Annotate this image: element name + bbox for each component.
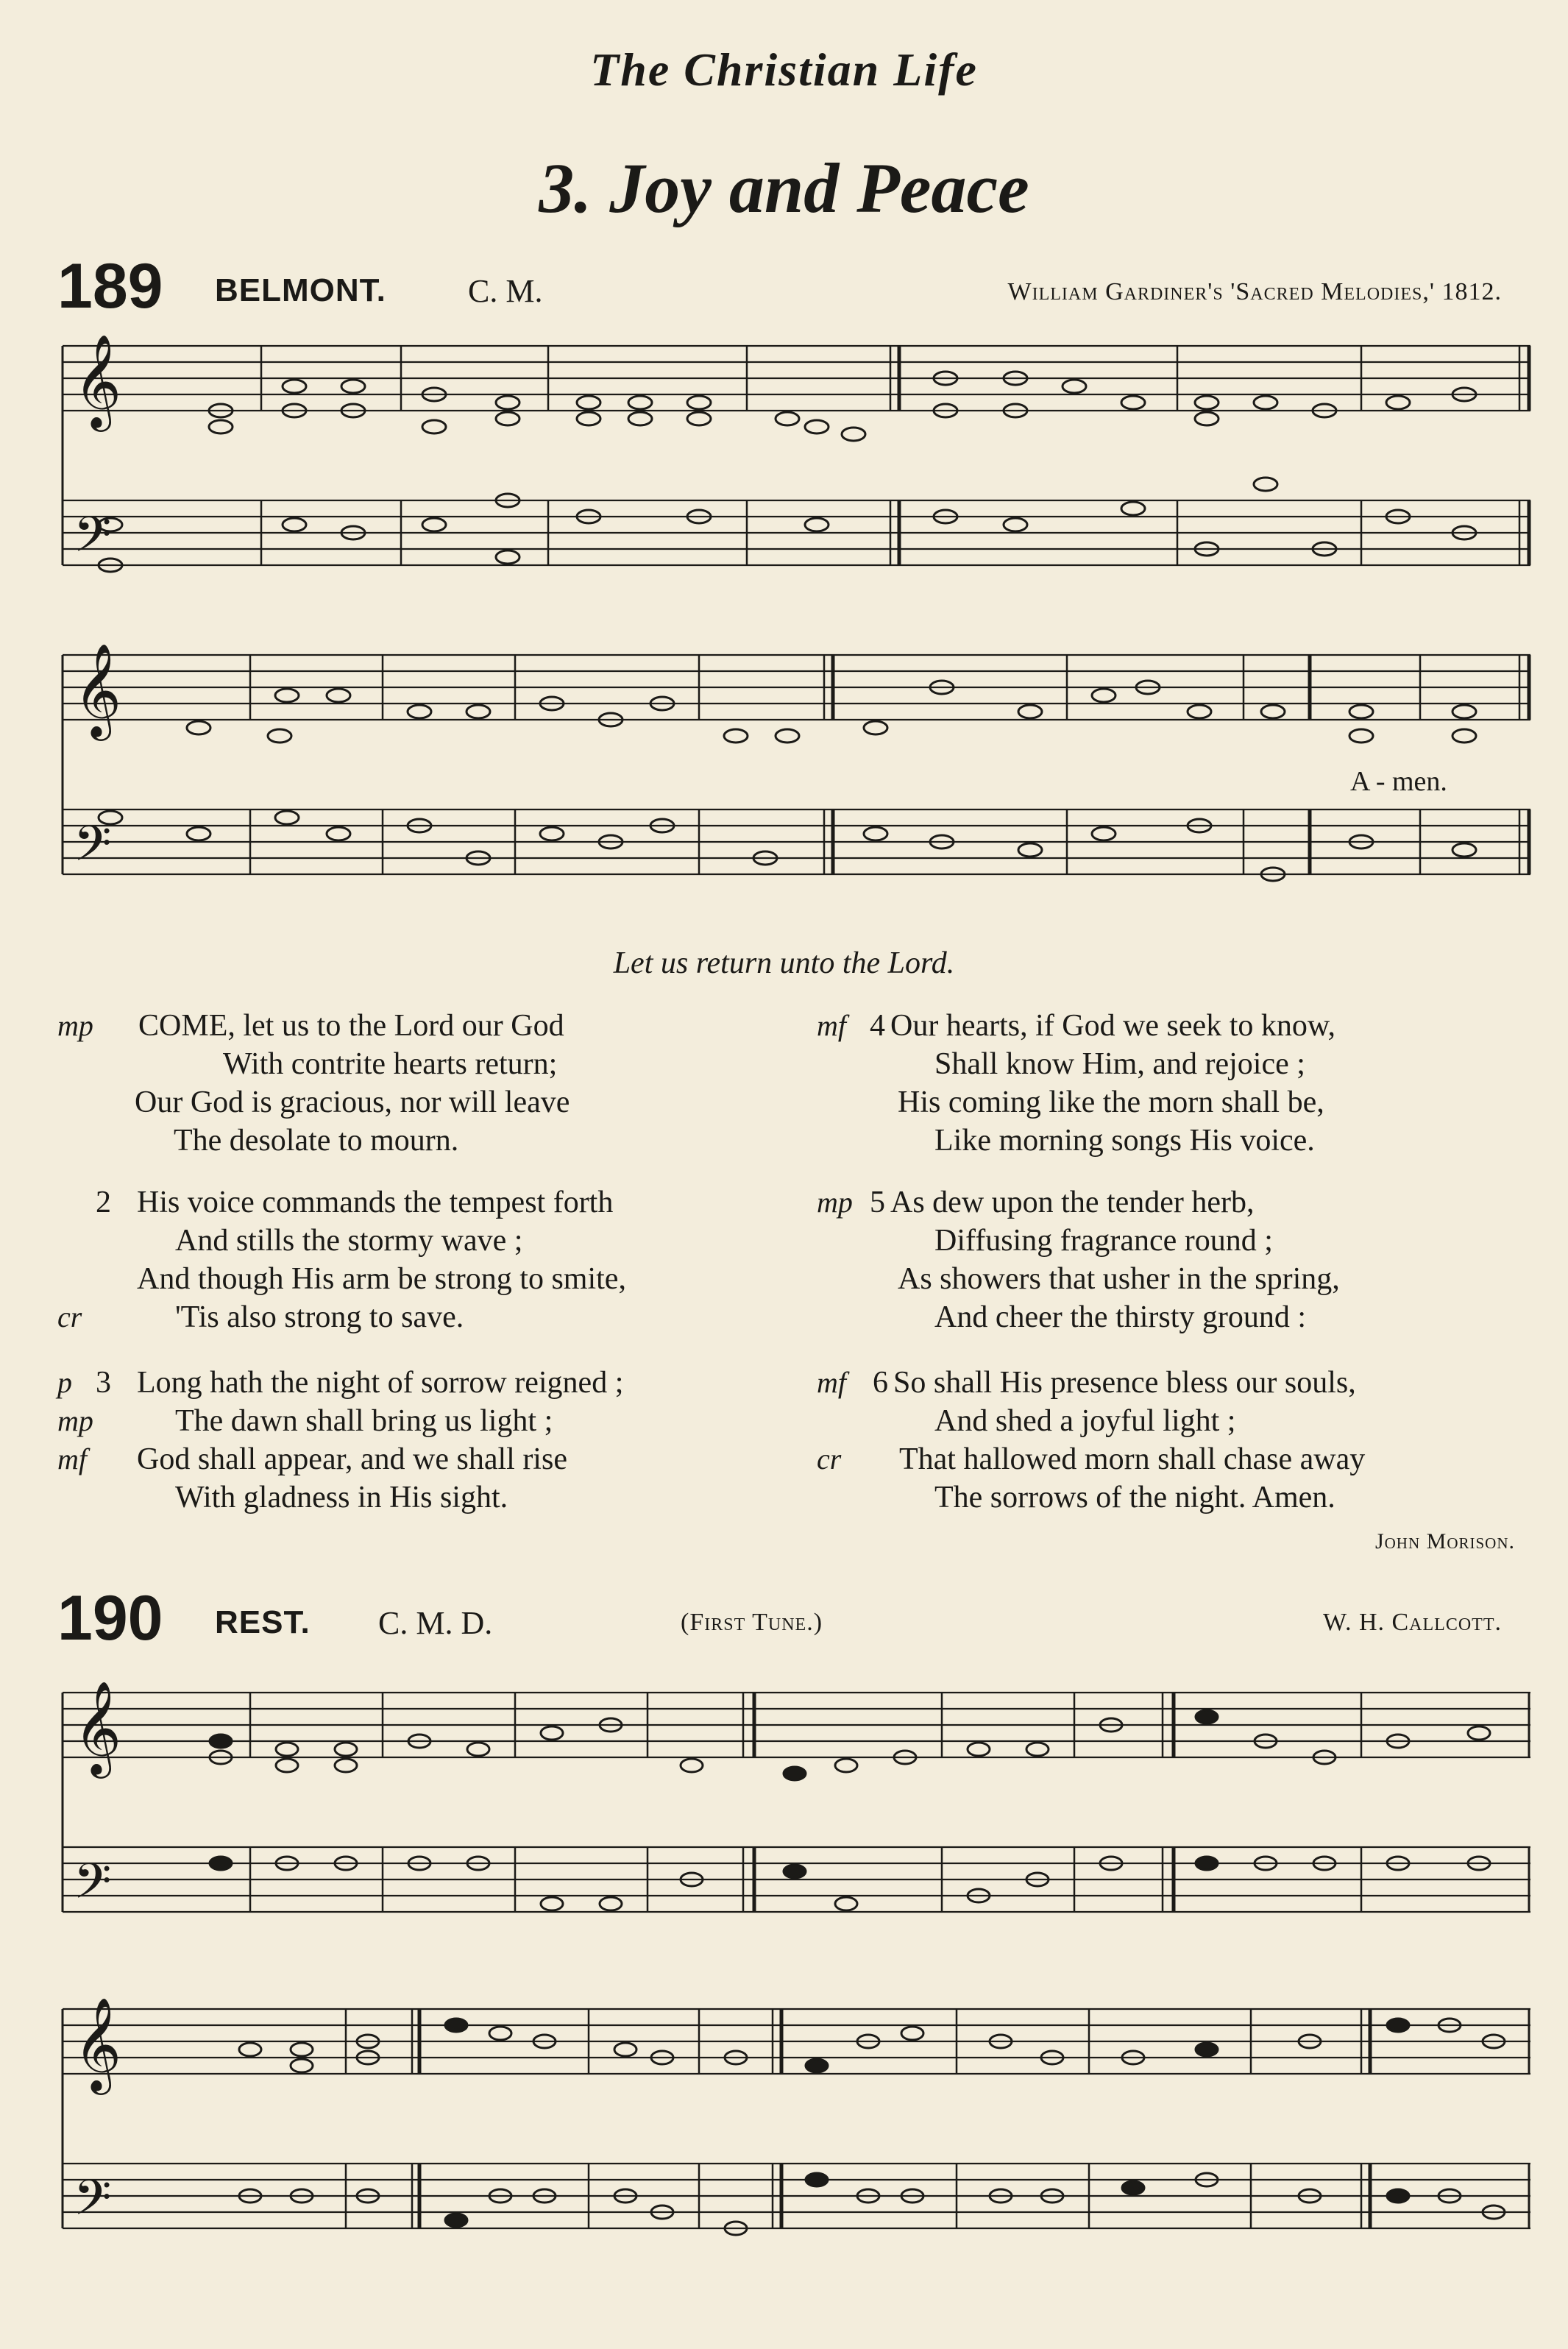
meter-190: C. M. D. (378, 1605, 493, 1641)
verse-line: The desolate to mourn. (174, 1124, 459, 1158)
svg-text:𝄞: 𝄞 (74, 1680, 122, 1774)
verse-line: The sorrows of the night. Amen. (934, 1481, 1335, 1514)
hymn-number-189: 189 (57, 251, 163, 322)
dynamic-mark: mf (57, 1442, 87, 1475)
hymn-number-190: 190 (57, 1583, 163, 1654)
composer-credit-190: W. H. Callcott. (1322, 1609, 1502, 1636)
verse-number: 2 (96, 1186, 111, 1219)
hymn-author: John Morison. (1374, 1529, 1515, 1553)
verse-line: Shall know Him, and rejoice ; (934, 1047, 1305, 1081)
verse-line: As showers that usher in the spring, (898, 1262, 1340, 1296)
verses-left-column (57, 1008, 793, 1542)
dynamic-mark: mf (817, 1366, 846, 1399)
verse-line: And cheer the thirsty ground : (934, 1300, 1307, 1334)
dynamic-mark: p (57, 1366, 72, 1399)
tune-name-190: REST. (215, 1604, 311, 1640)
verse-line: God shall appear, and we shall rise (137, 1442, 567, 1476)
dynamic-mark: mp (57, 1404, 93, 1437)
verse-number: 5 (870, 1186, 885, 1219)
verse-6 (817, 1365, 1553, 1542)
verse-number: 6 (873, 1366, 888, 1400)
verse-line: With gladness in His sight. (175, 1481, 508, 1514)
svg-text:𝄢: 𝄢 (74, 506, 112, 575)
dynamic-mark: cr (817, 1442, 842, 1475)
hymn-189-caption: Let us return unto the Lord. (613, 946, 955, 980)
dynamic-mark: mf (817, 1009, 846, 1042)
dynamic-mark: cr (57, 1300, 82, 1333)
verse-line: So shall His presence bless our souls, (893, 1366, 1356, 1400)
svg-text:𝄢: 𝄢 (74, 815, 112, 884)
page-header: The Christian Life (590, 43, 978, 96)
tune-note-190: (First Tune.) (681, 1609, 823, 1636)
verse-line: That hallowed morn shall chase away (899, 1442, 1366, 1476)
meter-189: C. M. (468, 273, 543, 309)
treble-staff-1 (63, 346, 1530, 411)
verse-line: And though His arm be strong to smite, (137, 1262, 626, 1296)
verse-line: With contrite hearts return; (223, 1047, 558, 1081)
tune-name-189: BELMONT. (215, 272, 386, 308)
verse-line: Our God is gracious, nor will leave (135, 1085, 570, 1119)
treble-staff-4 (63, 2009, 1530, 2074)
verse-line: 'Tis also strong to save. (175, 1300, 464, 1334)
verse-line: Long hath the night of sorrow reigned ; (137, 1366, 624, 1400)
verses-right-column (817, 1008, 1553, 1542)
dynamic-mark: mp (817, 1186, 853, 1219)
svg-text:𝄢: 𝄢 (74, 1853, 112, 1921)
verse-number: 4 (870, 1009, 885, 1043)
dynamic-mark: mp (57, 1009, 93, 1042)
verse-line: Like morning songs His voice. (934, 1124, 1315, 1158)
verse-number: 3 (96, 1366, 111, 1400)
verse-line: And shed a joyful light ; (934, 1404, 1236, 1438)
verse-line: The dawn shall bring us light ; (175, 1404, 553, 1438)
verse-4 (817, 1008, 1553, 1185)
composer-credit-189: William Gardiner's 'Sacred Melodies,' 1812. (1007, 278, 1502, 305)
verse-line: His coming like the morn shall be, (898, 1085, 1324, 1119)
hymn-189-score (0, 331, 1568, 935)
verse-line: As dew upon the tender herb, (890, 1186, 1255, 1219)
hymn-190-score (0, 1663, 1568, 2311)
bass-staff-1 (63, 500, 1530, 565)
verse-line: Our hearts, if God we seek to know, (890, 1009, 1335, 1043)
svg-text:𝄞: 𝄞 (74, 1997, 122, 2091)
svg-text:𝄞: 𝄞 (74, 333, 122, 428)
bass-staff-4 (63, 2164, 1530, 2228)
verse-line: And stills the stormy wave ; (175, 1224, 523, 1258)
verse-2 (57, 1185, 793, 1365)
verse-line: His voice commands the tempest forth (137, 1186, 614, 1219)
section-title: 3. Joy and Peace (539, 149, 1029, 227)
verse-line: Diffusing fragrance round ; (934, 1224, 1273, 1258)
svg-text:𝄞: 𝄞 (74, 642, 122, 737)
verse-1 (57, 1008, 793, 1185)
verse-line: COME, let us to the Lord our God (138, 1009, 564, 1043)
svg-text:𝄢: 𝄢 (74, 2169, 112, 2238)
amen-lyric: A - men. (1350, 766, 1447, 797)
treble-staff-3 (63, 1693, 1530, 1757)
verse-3 (57, 1365, 793, 1542)
verse-5 (817, 1185, 1553, 1365)
